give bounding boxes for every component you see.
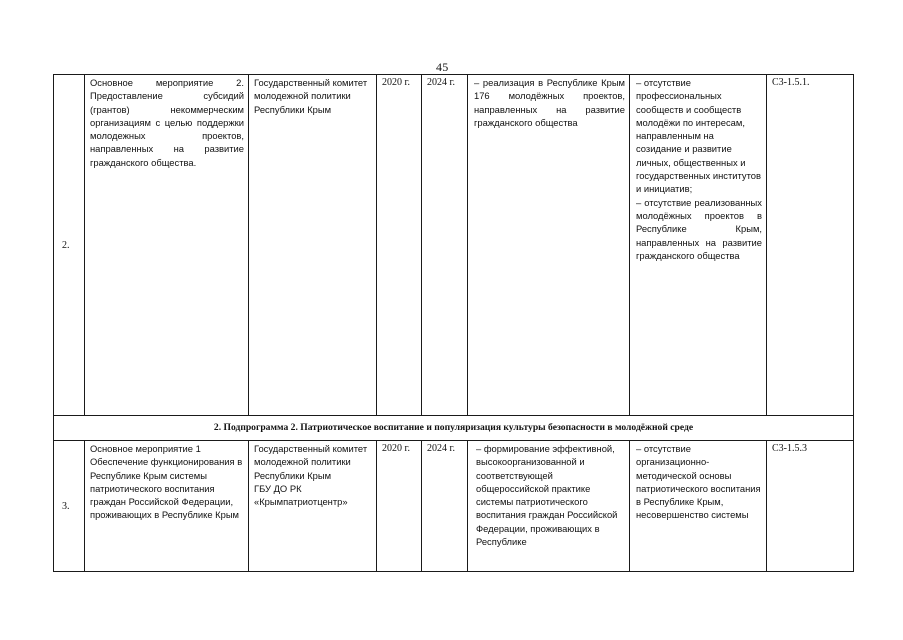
row-number: 3.: [54, 441, 85, 572]
code-cell: С3-1.5.1.: [767, 75, 854, 416]
end-year-cell: 2024 г.: [422, 75, 468, 416]
consequence-cell: [630, 75, 767, 416]
table-row: [54, 441, 854, 572]
end-year-cell: 2024 г.: [422, 441, 468, 572]
executor-cell: [249, 441, 377, 572]
row-number: 2.: [54, 75, 85, 416]
consequence-item: – отсутствие реализованных молодёжных проектов в Республике Крым, направленных на развитие гражданского общества: [636, 196, 762, 261]
start-year-cell: 2020 г.: [377, 441, 422, 572]
executor-item: Государственный комитет молодежной политики Республики Крым: [254, 443, 368, 481]
code-cell: С3-1.5.3: [767, 441, 854, 572]
table-row: [54, 75, 854, 416]
result-cell: – формирование эффективной, высокоорганизованной и соответствующей общероссийской практике системы патриотического воспитания граждан Российской Федерации, проживающих в Республике: [468, 441, 630, 572]
consequence-cell: – отсутствие организационно-методической основы патриотического воспитания в Республике Крым, несовершенство системы: [630, 441, 767, 572]
subprogram-header-row: [54, 416, 854, 441]
subprogram-title: 2. Подпрограмма 2. Патриотическое воспитание и популяризация культуры безопасности в молодёжной среде: [54, 416, 854, 441]
executor-cell: Государственный комитет молодежной политики Республики Крым: [249, 75, 377, 416]
event-cell: Основное мероприятие 2. Предоставление субсидий (грантов) некоммерческим организациям с целью поддержки молодежных проектов, направленных на развитие гражданского общества.: [85, 75, 249, 416]
consequence-item: – отсутствие профессиональных сообществ и сообществ молодёжи по интересам, направленным на созидание и развитие личных, общественных и государственных институтов и инициатив;: [636, 77, 761, 195]
event-cell: Основное мероприятие 1 Обеспечение функционирования в Республике Крым системы патриотического воспитания граждан Российской Федерации, проживающих в Республике Крым: [85, 441, 249, 572]
start-year-cell: 2020 г.: [377, 75, 422, 416]
program-events-table: [53, 74, 854, 572]
result-cell: – реализация в Республике Крым 176 молодёжных проектов, направленных на развитие гражданского общества: [468, 75, 630, 416]
page-number: 45: [436, 60, 449, 74]
executor-item: ГБУ ДО РК «Крымпатриотцентр»: [254, 482, 348, 508]
